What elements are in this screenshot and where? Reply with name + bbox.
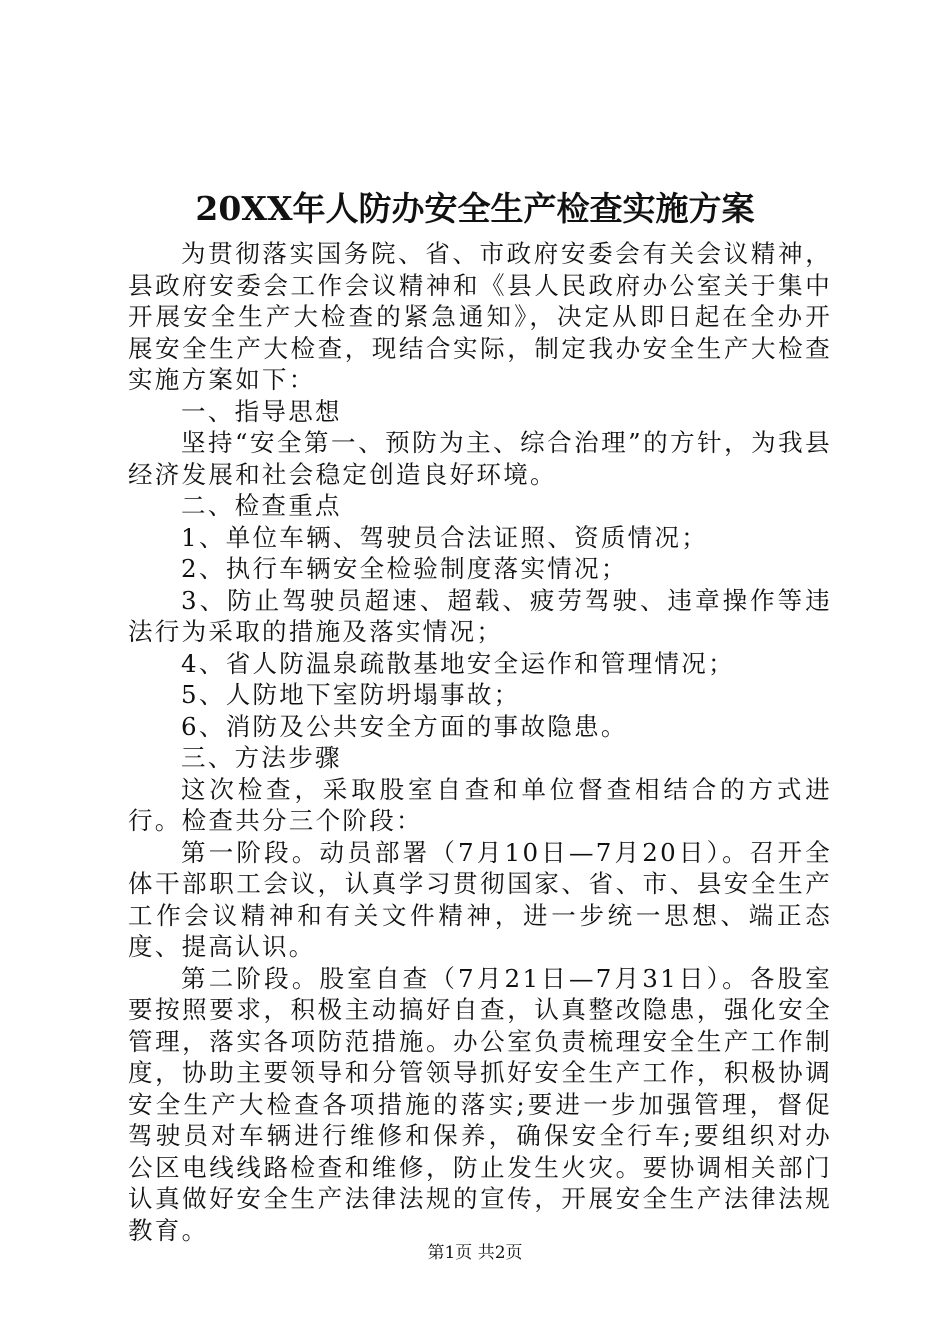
page-number-footer: 第1页 共2页 [427, 1243, 523, 1263]
document-body [128, 238, 832, 1246]
guiding-thought-paragraph: 坚持“安全第一、预防为主、综合治理”的方针，为我县经济发展和社会稳定创造良好环境。 [128, 428, 832, 489]
focus-item-5: 5、人防地下室防坍塌事故； [181, 680, 521, 709]
phase-2-paragraph: 第二阶段。股室自查（7月21日—7月31日）。各股室要按照要求，积极主动搞好自查，认真整改隐患，强化安全管理，落实各项防范措施。办公室负责梳理安全生产工作制度，协助主要领导和分管领导抓好安全生产工作，积极协调安全生产大检查各项措施的落实;要进一步加强管理，督促驾驶员对车辆进行维修和保养，确保安全行车;要组织对办公区电线线路检查和维修，防止发生火灾。要协调相关部门认真做好安全生产法律法规的宣传，开展安全生产法律法规教育。 [128, 963, 832, 1245]
focus-item-1: 1、单位车辆、驾驶员合法证照、资质情况； [181, 522, 709, 552]
method-intro-paragraph: 这次检查，采取股室自查和单位督查相结合的方式进行。检查共分三个阶段： [128, 774, 832, 835]
focus-item-3: 3、防止驾驶员超速、超载、疲劳驾驶、违章操作等违法行为采取的措施及落实情况； [128, 585, 832, 646]
focus-item-4: 4、省人防温泉疏散基地安全运作和管理情况； [181, 648, 735, 678]
section-heading-guiding-thought: 一、指导思想 [181, 396, 342, 426]
document-title: 20XX年人防办安全生产检查实施方案 [195, 189, 755, 228]
focus-item-6: 6、消防及公共安全方面的事故隐患。 [181, 711, 628, 741]
focus-item-2: 2、执行车辆安全检验制度落实情况； [181, 554, 628, 583]
section-heading-method-steps: 三、方法步骤 [181, 743, 342, 772]
section-heading-inspection-focus: 二、检查重点 [181, 491, 342, 520]
phase-1-paragraph: 第一阶段。动员部署（7月10日—7月20日）。召开全体干部职工会议，认真学习贯彻国家、省、市、县安全生产工作会议精神和有关文件精神，进一步统一思想、端正态度、提高认识。 [128, 837, 832, 961]
intro-paragraph: 为贯彻落实国务院、省、市政府安委会有关会议精神，县政府安委会工作会议精神和《县人民政府办公室关于集中开展安全生产大检查的紧急通知》，决定从即日起在全办开展安全生产大检查，现结合实际，制定我办安全生产大检查实施方案如下： [128, 239, 832, 394]
